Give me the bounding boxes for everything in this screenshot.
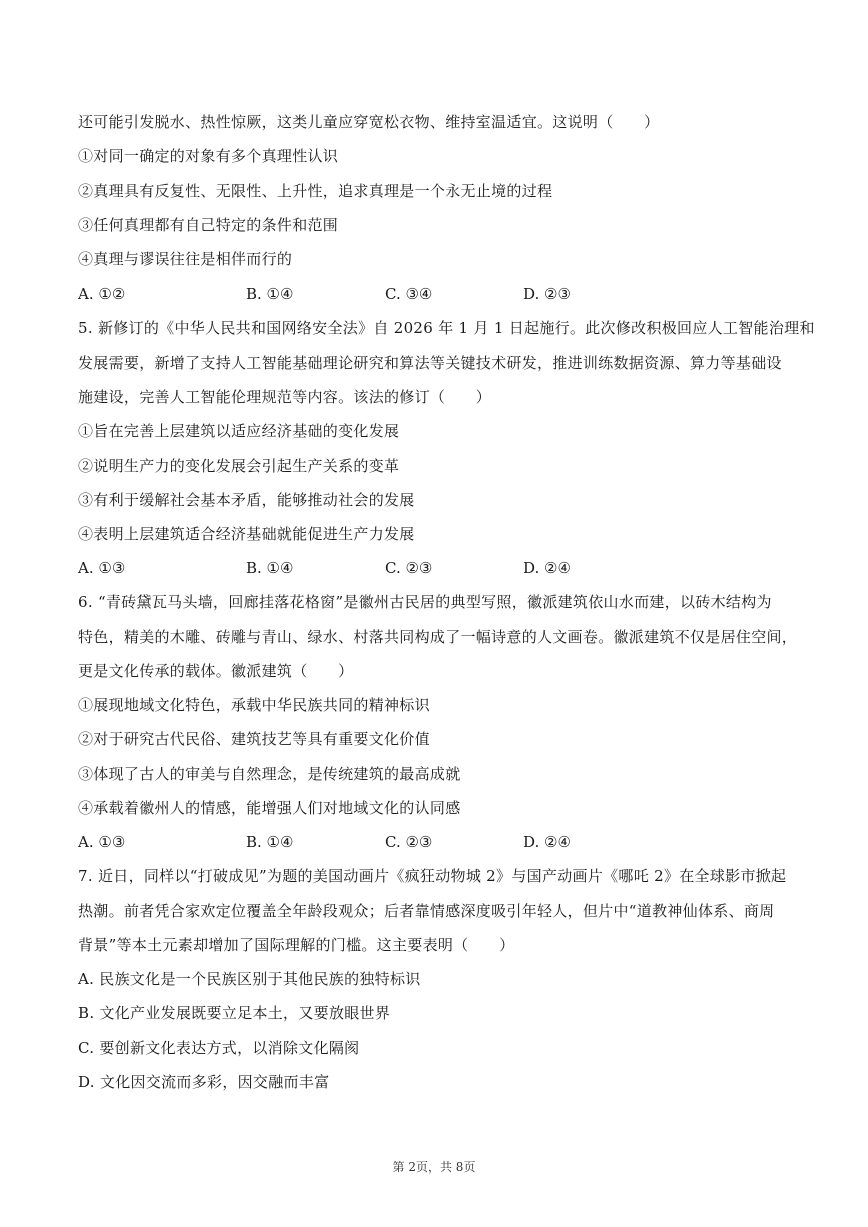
question-4-option-c: C. ③④ xyxy=(385,285,433,303)
question-4-option-b: B. ①④ xyxy=(246,285,294,303)
question-5-option-c: C. ②③ xyxy=(385,559,433,577)
question-4-option-a: A. ①② xyxy=(78,285,126,303)
question-6-stem-line-3: 更是文化传承的载体。徽派建筑（ ） xyxy=(78,662,354,680)
question-7-option-d: D. 文化因交流而多彩，因交融而丰富 xyxy=(78,1073,330,1091)
question-6-item-1: ①展现地域文化特色，承载中华民族共同的精神标识 xyxy=(78,696,430,714)
question-5-stem-line-1: 5. 新修订的《中华人民共和国网络安全法》自 2026 年 1 月 1 日起施行。此次修改积极回应人工智能治理和 xyxy=(78,319,815,337)
question-7-stem-line-3: 背景”等本土元素却增加了国际理解的门槛。这主要表明（ ） xyxy=(78,936,515,954)
question-5-item-3: ③有利于缓解社会基本矛盾，能够推动社会的发展 xyxy=(78,491,415,509)
question-6-option-d: D. ②④ xyxy=(523,833,571,851)
question-4-item-3: ③任何真理都有自己特定的条件和范围 xyxy=(78,216,339,234)
question-6-item-2: ②对于研究古代民俗、建筑技艺等具有重要文化价值 xyxy=(78,730,430,748)
question-7-option-a: A. 民族文化是一个民族区别于其他民族的独特标识 xyxy=(78,970,421,988)
question-4-item-1: ①对同一确定的对象有多个真理性认识 xyxy=(78,147,339,165)
question-7-stem-line-2: 热潮。前者凭合家欢定位覆盖全年龄段观众；后者靠情感深度吸引年轻人，但片中“道教神仙体系、商周 xyxy=(78,902,775,920)
question-5-option-a: A. ①③ xyxy=(78,559,126,577)
question-6-option-b: B. ①④ xyxy=(246,833,294,851)
question-6-option-c: C. ②③ xyxy=(385,833,433,851)
page-footer: 第 2页，共 8页 xyxy=(392,1160,476,1174)
question-5-stem-line-3: 施建设，完善人工智能伦理规范等内容。该法的修订（ ） xyxy=(78,388,492,406)
question-6-stem-line-1: 6. “青砖黛瓦马头墙，回廊挂落花格窗”是徽州古民居的典型写照，徽派建筑依山水而建，以砖木结构为 xyxy=(78,593,772,611)
question-7-stem-line-1: 7. 近日，同样以“打破成见”为题的美国动画片《疯狂动物城 2》与国产动画片《哪吒 2》在全球影市掀起 xyxy=(78,867,787,885)
question-6-item-3: ③体现了古人的审美与自然理念，是传统建筑的最高成就 xyxy=(78,765,461,783)
question-5-option-b: B. ①④ xyxy=(246,559,294,577)
question-5-item-4: ④表明上层建筑适合经济基础就能促进生产力发展 xyxy=(78,525,415,543)
question-7-option-c: C. 要创新文化表达方式，以消除文化隔阂 xyxy=(78,1039,360,1057)
question-4-option-d: D. ②③ xyxy=(523,285,571,303)
question-5-stem-line-2: 发展需要，新增了支持人工智能基础理论研究和算法等关键技术研发，推进训练数据资源、算力等基础设 xyxy=(78,354,782,372)
question-5-item-1: ①旨在完善上层建筑以适应经济基础的变化发展 xyxy=(78,422,400,440)
question-5-item-2: ②说明生产力的变化发展会引起生产关系的变革 xyxy=(78,457,400,475)
question-4-stem-tail: 还可能引发脱水、热性惊厥，这类儿童应穿宽松衣物、维持室温适宜。这说明（ ） xyxy=(78,113,660,131)
question-5-option-d: D. ②④ xyxy=(523,559,571,577)
question-6-option-a: A. ①③ xyxy=(78,833,126,851)
question-4-item-4: ④真理与谬误往往是相伴而行的 xyxy=(78,250,293,268)
question-6-item-4: ④承载着徽州人的情感，能增强人们对地域文化的认同感 xyxy=(78,799,461,817)
question-7-option-b: B. 文化产业发展既要立足本土，又要放眼世界 xyxy=(78,1004,391,1022)
question-4-item-2: ②真理具有反复性、无限性、上升性，追求真理是一个永无止境的过程 xyxy=(78,182,553,200)
question-6-stem-line-2: 特色，精美的木雕、砖雕与青山、绿水、村落共同构成了一幅诗意的人文画卷。徽派建筑不仅是居住空间， xyxy=(78,628,798,646)
